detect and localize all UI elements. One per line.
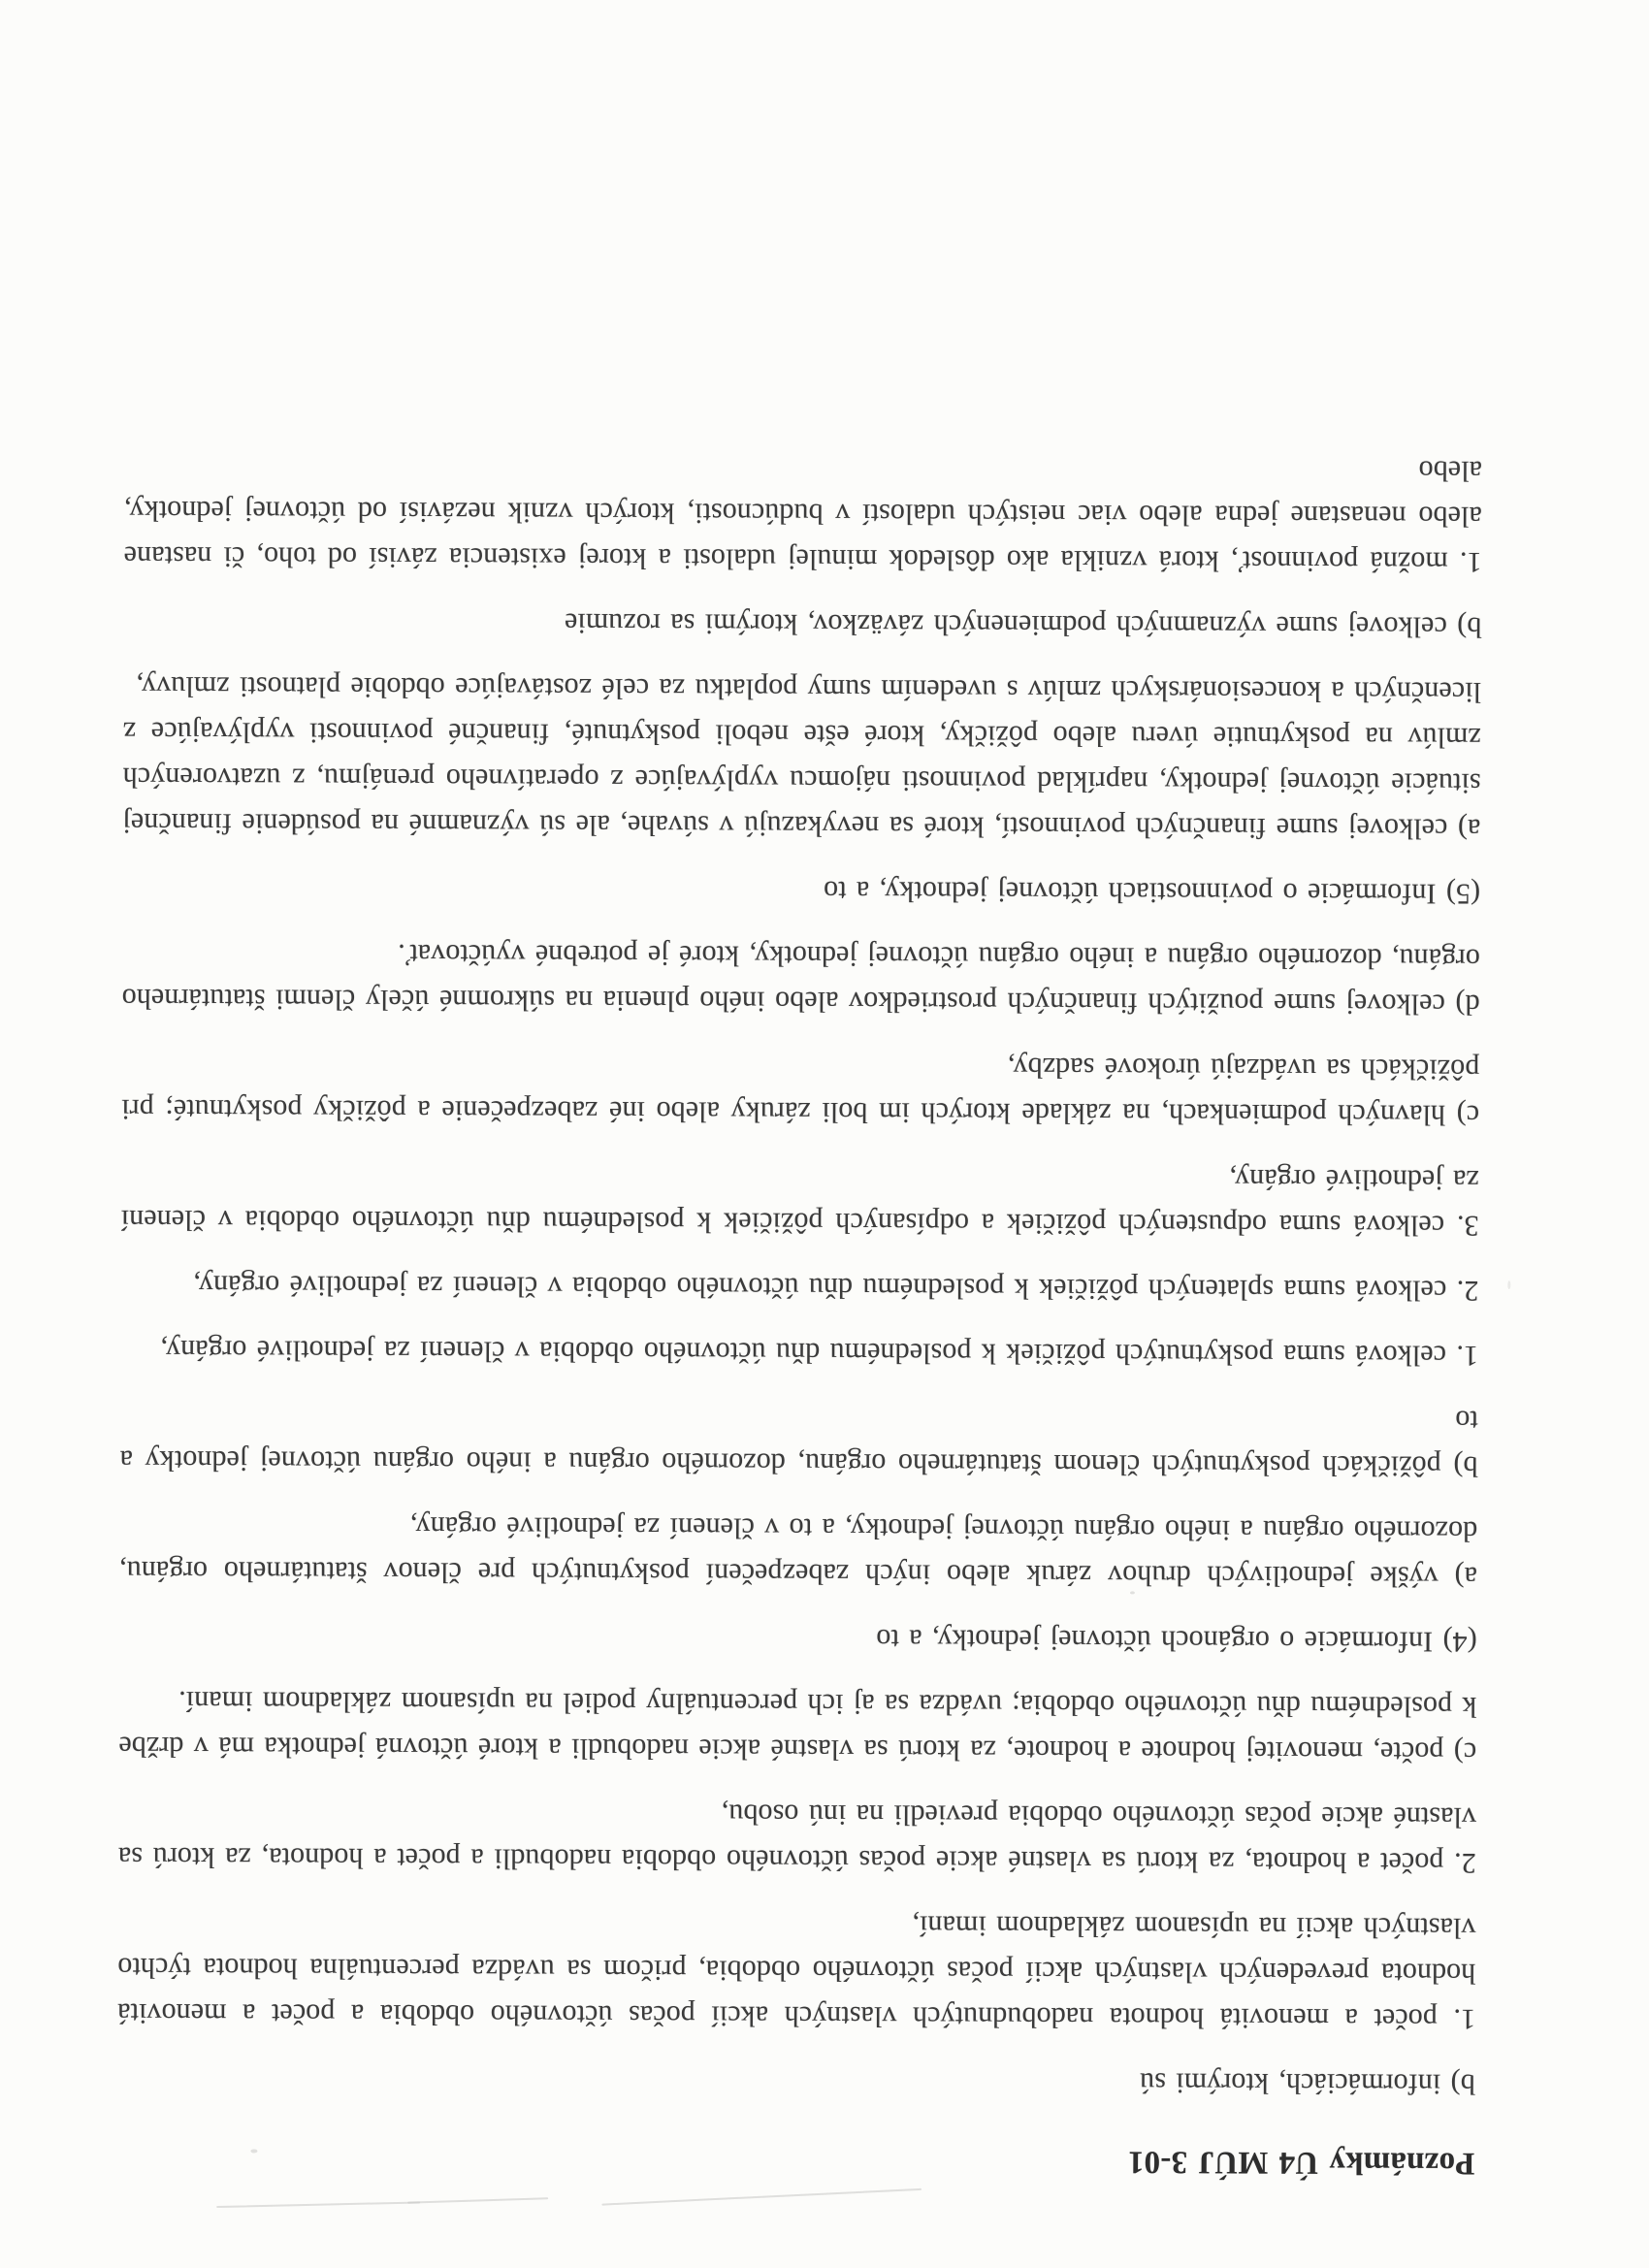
- item-c-pocte-menovitej-hodnote: c) počte, menovitej hodnote a hodnote, za ktorú sa vlastné akcie nadobudli a ktoré účtovná jednotka má v držbe k poslednému dňu účtovného obdobia; uvádza sa aj ich percentuálny podiel na upísanom základnom imaní.: [118, 1685, 1477, 1768]
- document-title: Poznámky Ú4 MÚJ 3-01: [1127, 2144, 1475, 2181]
- subitem-1-mozna-povinnost: 1. možná povinnosť, ktorá vznikla ako dôsledok minulej udalosti a ktorej existencia závisí od toho, či nastane alebo nenastane jedna alebo viac neistých udalostí v budúcnosti, ktorých vznik nezávisí od účtovnej jednotky, alebo: [123, 454, 1483, 578]
- pencil-streak-artifact: [216, 2201, 420, 2208]
- item-1-pocet-menovita-hodnota: 1. počet a menovitá hodnota nadobudnutých vlastných akcií počas účtovného obdobia a počet a menovitá hodnota prevedených vlastných akcií počas účtovného obdobia, pričom sa uvádza percentuálna hodnota týchto vlastných akcií na upísanom základnom imaní,: [116, 1909, 1476, 2035]
- item-2-pocet-a-hodnota: 2. počet a hodnota, za ktorú sa vlastné akcie počas účtovného obdobia nadobudli a počet a hodnota, za ktorú sa vlastné akcie počas účtovného obdobia previedli na inú osobu,: [117, 1798, 1477, 1879]
- scan-speck-artifact: [1507, 1280, 1510, 1289]
- item-c-hlavnych-podmienkach: c) hlavných podmienkach, na základe ktorých im boli záruky alebo iné zabezpečenie a pôžičky poskytnuté; pri pôžičkách sa uvádzajú úrokové sadzby,: [121, 1051, 1480, 1131]
- item-b-podmienene-zavazky: b) celkovej sume významných podmienených záväzkov, ktorými sa rozumie: [564, 606, 1482, 643]
- subitem-2-suma-splatenych-poziciek: 2. celková suma splatených pôžičiek k poslednému dňu účtovného obdobia v členení za jednotlivé orgány,: [193, 1269, 1479, 1307]
- pencil-streak-artifact: [407, 2197, 548, 2203]
- item-d-celkovej-sume-pouzitych: d) celkovej sume použitých finančných prostriedkov alebo iného plnenia na súkromné účely členmi štatutárneho orgánu, dozorného orgánu a iného orgánu účtovnej jednotky, ktoré je potrebné vyúčtovať.: [121, 938, 1480, 1021]
- section-4-informacie-o-organoch: (4) Informácie o orgánoch účtovnej jednotky, a to: [876, 1623, 1477, 1658]
- item-b-informaciach: b) informáciách, ktorými sú: [1139, 2066, 1475, 2100]
- subitem-1-suma-poskytnutych-poziciek: 1. celková suma poskytnutých pôžičiek k poslednému dňu účtovného obdobia v členení za jednotlivé orgány,: [160, 1334, 1479, 1372]
- document-content: [116, 423, 1482, 2181]
- item-b-pozickach-poskytnutych: b) pôžičkách poskytnutých členom štatutárneho orgánu, dozorného orgánu a iného orgánu účtovnej jednotky a to: [119, 1404, 1478, 1482]
- item-a-financne-povinnosti: a) celkovej sume finančných povinností, ktoré sa nevykazujú v súvahe, ale sú významné na posúdenie finančnej situácie účtovnej jednotky, napríklad povinnosti nájomcu vyplývajúce z operatívneho prenájmu, z uzatvorených zmlúv na poskytnutie úveru alebo pôžičky, ktoré ešte neboli poskytnuté, finančné povinnosti vyplývajúce z licenčných a koncesionárskych zmlúv s uvedením sumy poplatku za celé zostávajúce obdobie platnosti zmluvy,: [122, 669, 1482, 845]
- subitem-3-suma-odpustenych-poziciek: 3. celková suma odpustených pôžičiek a odpísaných pôžičiek k poslednému dňu účtovného obdobia v členení za jednotlivé orgány,: [120, 1162, 1479, 1242]
- item-a-vyske-zaruk: a) výške jednotlivých druhov záruk alebo iných zabezpečení poskytnutých pre členov štatutárneho orgánu, dozorného orgánu a iného orgánu účtovnej jednotky, a to v členení za jednotlivé orgány,: [118, 1510, 1478, 1593]
- pencil-streak-artifact: [601, 2188, 922, 2206]
- section-5-informacie-o-povinnostiach: (5) Informácie o povinnostiach účtovnej jednotky, a to: [823, 874, 1481, 910]
